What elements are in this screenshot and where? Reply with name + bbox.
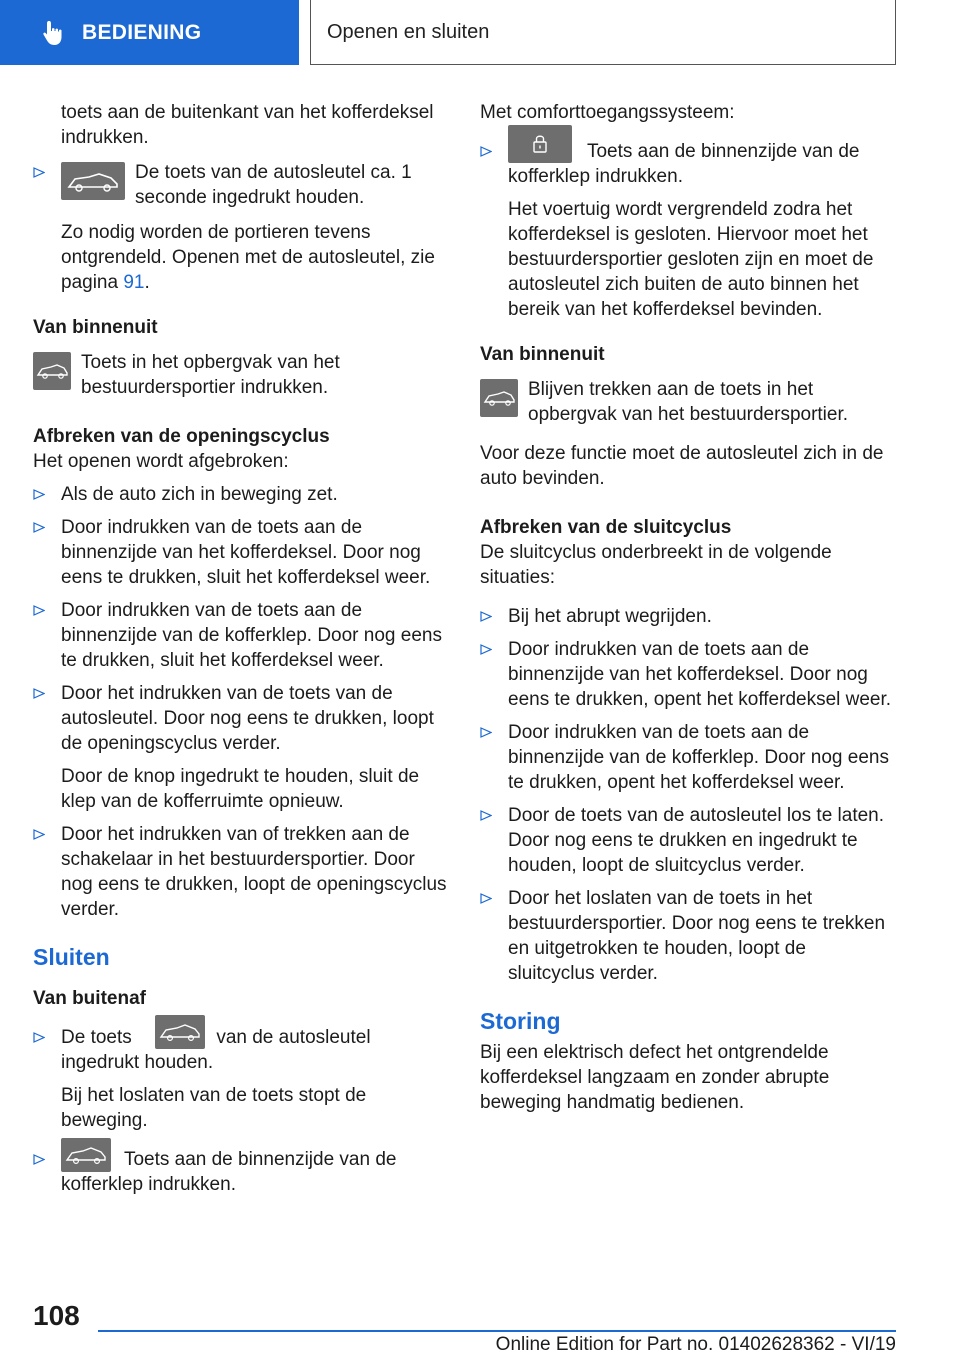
triangle-right-icon xyxy=(480,810,492,821)
abort-list xyxy=(480,604,896,986)
car-trunk-icon xyxy=(155,1015,205,1049)
fault-text: Bij een elektrisch defect het ontgrendelde kofferdeksel langzaam en zonder abrupte beweging handmatig bedienen. xyxy=(480,1042,830,1113)
list-item xyxy=(33,822,448,922)
triangle-right-icon xyxy=(33,688,45,699)
section-label: BEDIENING xyxy=(82,20,202,44)
right-column xyxy=(480,100,896,1125)
list-item-sub: Door de knop ingedrukt te houden, sluit de klep van de kofferruimte opnieuw. xyxy=(61,766,420,812)
list-item-text: Door indrukken van de toets aan de binnenzijde van het kofferdeksel. Door nog eens te drukken, sluit het kofferdeksel weer. xyxy=(61,517,431,588)
car-trunk-icon xyxy=(480,379,518,417)
list-item xyxy=(33,681,448,814)
inside-note: Voor deze functie moet de autosleutel zich in de auto bevinden. xyxy=(480,443,884,489)
lock-icon xyxy=(508,125,572,163)
abort-intro: De sluitcyclus onderbreekt in de volgende situaties: xyxy=(480,542,832,588)
list-item xyxy=(480,720,896,795)
comfort-heading: Met comforttoegangssysteem: xyxy=(480,102,735,123)
triangle-right-icon xyxy=(480,893,492,904)
list-item xyxy=(33,160,448,295)
close-heading: Sluiten xyxy=(33,944,110,970)
fault-heading: Storing xyxy=(480,1008,561,1034)
triangle-right-icon xyxy=(480,727,492,738)
triangle-right-icon xyxy=(33,605,45,616)
list-item-text: Door het indrukken van of trekken aan de schakelaar in het bestuurdersportier. Door nog eens te drukken, loopt de openingscyclus verder. xyxy=(61,824,447,920)
abort-list xyxy=(33,482,448,922)
page-title: Openen en sluiten xyxy=(310,0,896,65)
inside-heading: Van binnenuit xyxy=(480,344,605,365)
triangle-right-icon xyxy=(33,1154,45,1165)
list-item xyxy=(33,515,448,590)
car-trunk-icon xyxy=(33,352,71,390)
list-item-text: Als de auto zich in beweging zet. xyxy=(61,484,338,505)
list-item xyxy=(480,803,896,878)
comfort-list xyxy=(480,139,896,322)
triangle-right-icon xyxy=(33,829,45,840)
list-item xyxy=(33,1025,448,1133)
outside-item-1 xyxy=(61,1025,448,1075)
list-item-text: Door indrukken van de toets aan de binnenzijde van de kofferklep. Door nog eens te drukken, sluit het kofferdeksel weer. xyxy=(61,600,442,671)
key-note xyxy=(61,220,448,295)
list-item-text: Door indrukken van de toets aan de binnenzijde van het kofferdeksel. Door nog eens te drukken, opent het kofferdeksel weer. xyxy=(508,639,892,710)
triangle-right-icon xyxy=(33,489,45,500)
triangle-right-icon xyxy=(480,146,492,157)
comfort-sub: Het voertuig wordt vergrendeld zodra het kofferdeksel is gesloten. Hiervoor moet het bestuurdersportier gesloten zijn en moet de autosleutel zich buiten de auto binnen het bereik van het kofferdeksel bevinden. xyxy=(508,199,874,320)
list-item-text: Door het loslaten van de toets in het bestuurdersportier. Door nog eens te trekken en uitgetrokken te houden, loopt de sluitcyclus verder. xyxy=(508,888,886,984)
key-note-end: . xyxy=(144,272,150,293)
section-tab[interactable] xyxy=(0,0,299,65)
footer-edition: Online Edition for Part no. 01402628362 - VI/19 xyxy=(495,1334,896,1355)
outside-item-1-pre: De toets xyxy=(61,1027,132,1048)
inside-text: Blijven trekken aan de toets in het opbergvak van het bestuurdersportier. xyxy=(528,379,849,425)
abort-heading: Afbreken van de sluitcyclus xyxy=(480,517,732,538)
left-column xyxy=(33,100,448,1205)
inside-text: Toets in het opbergvak van het bestuurdersportier indrukken. xyxy=(81,352,340,398)
triangle-right-icon xyxy=(480,644,492,655)
triangle-right-icon xyxy=(33,1032,45,1043)
key-note-text: Zo nodig worden de portieren tevens ontgrendeld. Openen met de autosleutel, zie pagina xyxy=(61,222,435,293)
list-item xyxy=(480,886,896,986)
outside-list xyxy=(33,1025,448,1197)
list-item xyxy=(480,139,896,322)
abort-heading: Afbreken van de openingscyclus xyxy=(33,426,330,447)
list-item xyxy=(480,604,896,629)
list-item xyxy=(480,637,896,712)
inside-item xyxy=(33,350,448,400)
intro-text: toets aan de buitenkant van het kofferdeksel indrukken. xyxy=(61,102,434,148)
list-item-text: Door de toets van de autosleutel los te laten. Door nog eens te drukken en ingedrukt te houden, loopt de sluitcyclus verder. xyxy=(508,805,885,876)
hand-pointer-icon xyxy=(38,18,68,48)
key-item-text: De toets van de autosleutel ca. 1 seconde ingedrukt houden. xyxy=(135,162,412,208)
triangle-right-icon xyxy=(33,522,45,533)
outside-heading: Van buitenaf xyxy=(33,988,146,1009)
car-trunk-icon xyxy=(61,162,125,200)
list-item xyxy=(33,1147,448,1197)
list-item xyxy=(33,598,448,673)
page-number: 108 xyxy=(33,1300,80,1331)
comfort-item-text: Toets aan de binnenzijde van de kofferklep indrukken. xyxy=(508,141,860,187)
outside-item-2-text: Toets aan de binnenzijde van de kofferklep indrukken. xyxy=(61,1149,397,1195)
outside-item-1-post: van de autosleutel ingedrukt houden. xyxy=(61,1027,371,1073)
car-trunk-icon xyxy=(61,1138,111,1172)
footer-divider xyxy=(98,1330,896,1332)
abort-intro: Het openen wordt afgebroken: xyxy=(33,451,289,472)
key-list xyxy=(33,160,448,295)
key-item xyxy=(61,160,448,210)
page-link[interactable]: 91 xyxy=(123,272,145,293)
list-item-text: Bij het abrupt wegrijden. xyxy=(508,606,712,627)
outside-item-1-sub: Bij het loslaten van de toets stopt de beweging. xyxy=(61,1085,367,1131)
triangle-right-icon xyxy=(33,167,45,178)
list-item-text: Door het indrukken van de toets van de autosleutel. Door nog eens te drukken, loopt de openingscyclus verder. xyxy=(61,683,434,754)
list-item xyxy=(33,482,448,507)
triangle-right-icon xyxy=(480,611,492,622)
inside-item xyxy=(480,377,896,427)
inside-heading: Van binnenuit xyxy=(33,317,158,338)
list-item-text: Door indrukken van de toets aan de binnenzijde van de kofferklep. Door nog eens te drukken, opent het kofferdeksel weer. xyxy=(508,722,889,793)
